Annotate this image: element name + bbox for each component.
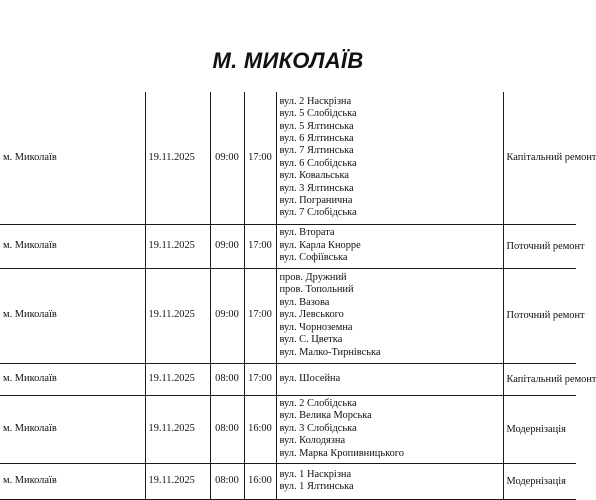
time-from-cell: 09:00 xyxy=(210,92,244,224)
street-name: вул. Софіївська xyxy=(279,252,348,264)
street-name: пров. Дружний xyxy=(279,272,347,284)
street-name: вул. 1 Ялтинська xyxy=(279,481,354,492)
time-to-cell: 16:00 xyxy=(244,463,276,499)
time-to-cell: 16:00 xyxy=(244,395,276,463)
date-cell: 19.11.2025 xyxy=(145,463,210,499)
street-name: вул. Шосейна xyxy=(279,372,341,384)
street-name: вул. Левського xyxy=(279,309,344,321)
time-from-cell: 09:00 xyxy=(210,224,244,268)
streets-cell xyxy=(276,463,503,499)
work-type-cell: Модернізація xyxy=(503,395,576,463)
street-name: вул. 2 Слобідська xyxy=(279,397,357,409)
outage-schedule-table xyxy=(0,92,596,500)
table-row xyxy=(0,268,576,363)
street-name: вул. Ковальська xyxy=(279,170,350,182)
street-name: вул. Малко-Тирнівська xyxy=(279,346,381,358)
time-from-cell: 08:00 xyxy=(210,363,244,395)
settlement-cell: м. Миколаїв xyxy=(0,92,145,224)
street-name: вул. Втората xyxy=(279,227,335,239)
table-row xyxy=(0,92,576,224)
settlement-cell: м. Миколаїв xyxy=(0,463,145,499)
time-to-cell: 17:00 xyxy=(244,268,276,363)
street-name: вул. 6 Слобідська xyxy=(279,157,357,169)
date-cell: 19.11.2025 xyxy=(145,363,210,395)
street-name: пров. Топольний xyxy=(279,284,354,296)
table-row xyxy=(0,363,576,395)
streets-cell xyxy=(276,395,503,463)
street-name: вул. Колодязна xyxy=(279,435,346,447)
street-name: вул. Вазова xyxy=(279,296,330,308)
page-title: М. МИКОЛАЇВ xyxy=(212,48,364,73)
settlement-cell: м. Миколаїв xyxy=(0,395,145,463)
streets-cell xyxy=(276,268,503,363)
street-name: вул. Карла Кнорре xyxy=(279,239,361,251)
street-name: вул. 5 Ялтинська xyxy=(279,120,354,132)
street-name: вул. С. Цветка xyxy=(279,334,343,346)
time-from-cell: 09:00 xyxy=(210,268,244,363)
street-name: вул. Марка Кропивницького xyxy=(279,447,404,459)
streets-cell xyxy=(276,363,503,395)
table-row xyxy=(0,395,576,463)
street-name: вул. 1 Наскрізна xyxy=(279,468,352,480)
time-from-cell: 08:00 xyxy=(210,395,244,463)
street-name: вул. Чорноземна xyxy=(279,321,353,333)
work-type-cell: Поточний ремонт xyxy=(503,224,576,268)
streets-cell xyxy=(276,92,503,224)
street-name: вул. 3 Ялтинська xyxy=(279,182,354,194)
table-row xyxy=(0,224,576,268)
table-row xyxy=(0,463,576,499)
date-cell: 19.11.2025 xyxy=(145,268,210,363)
settlement-cell: м. Миколаїв xyxy=(0,224,145,268)
work-type-cell: Поточний ремонт xyxy=(503,268,576,363)
streets-cell xyxy=(276,224,503,268)
street-name: вул. Погранична xyxy=(279,194,353,206)
work-type-cell: Модернізація xyxy=(503,463,576,499)
time-from-cell: 08:00 xyxy=(210,463,244,499)
street-name: вул. 7 Слобідська xyxy=(279,207,357,219)
street-name: вул. 7 Ялтинська xyxy=(279,145,354,157)
settlement-cell: м. Миколаїв xyxy=(0,363,145,395)
street-name: вул. 3 Слобідська xyxy=(279,422,357,434)
time-to-cell: 17:00 xyxy=(244,92,276,224)
date-cell: 19.11.2025 xyxy=(145,92,210,224)
date-cell: 19.11.2025 xyxy=(145,395,210,463)
street-name: вул. Велика Морська xyxy=(279,410,372,422)
street-name: вул. 2 Наскрізна xyxy=(279,95,352,107)
date-cell: 19.11.2025 xyxy=(145,224,210,268)
time-to-cell: 17:00 xyxy=(244,224,276,268)
time-to-cell: 17:00 xyxy=(244,363,276,395)
settlement-cell: м. Миколаїв xyxy=(0,268,145,363)
work-type-cell: Капітальний ремонт xyxy=(503,92,576,224)
street-name: вул. 5 Слобідська xyxy=(279,108,357,120)
work-type-cell: Капітальний ремонт xyxy=(503,363,576,395)
street-name: вул. 6 Ялтинська xyxy=(279,132,354,144)
